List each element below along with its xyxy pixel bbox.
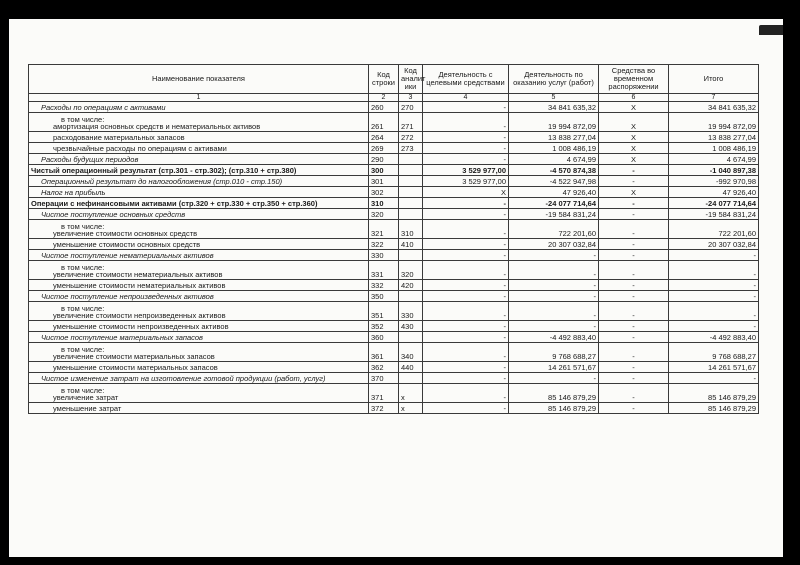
row-sublabel: увеличение стоимости материальных запасов [53,352,215,362]
cell-temp: - [599,373,669,384]
cell-paid: 19 994 872,09 [509,113,599,132]
cell-total: - [669,261,759,280]
cell-paid: -24 077 714,64 [509,198,599,209]
cell-code: 301 [369,176,399,187]
cell-targeted: - [423,132,509,143]
cell-targeted: - [423,302,509,321]
cell-analytic [399,209,423,220]
table-row [29,321,759,332]
row-name [29,165,369,176]
cell-temp: X [599,132,669,143]
cell-paid: - [509,321,599,332]
table-row [29,291,759,302]
table-row [29,102,759,113]
cell-analytic: 330 [399,302,423,321]
cell-analytic [399,332,423,343]
row-label: Чистое поступление нематериальных активов [41,251,214,261]
header-total: Итого [669,65,759,94]
cell-paid: 85 146 879,29 [509,403,599,414]
cell-temp: X [599,143,669,154]
cell-temp: - [599,362,669,373]
col-number: 6 [599,94,669,102]
col-number: 3 [399,94,423,102]
row-sublabel: амортизация основных средств и нематериальных активов [53,122,261,132]
cell-temp: - [599,343,669,362]
row-name [29,384,369,403]
cell-code: 269 [369,143,399,154]
cell-code: 350 [369,291,399,302]
cell-total: 19 994 872,09 [669,113,759,132]
cell-temp: - [599,239,669,250]
cell-total: 1 008 486,19 [669,143,759,154]
cell-targeted: - [423,209,509,220]
cell-paid: 14 261 571,67 [509,362,599,373]
row-name [29,198,369,209]
row-label: Чистое поступление основных средств [41,210,186,220]
cell-paid: 34 841 635,32 [509,102,599,113]
cell-targeted: 3 529 977,00 [423,165,509,176]
cell-temp: - [599,332,669,343]
row-label: Налог на прибыль [41,188,106,198]
cell-total: -1 040 897,38 [669,165,759,176]
table-row [29,403,759,414]
col-number: 1 [29,94,369,102]
cell-analytic: 270 [399,102,423,113]
financial-report-table [28,64,759,414]
header-temp: Средства во временном распоряжении [599,65,669,94]
table-row [29,373,759,384]
cell-paid: - [509,291,599,302]
cell-temp: - [599,250,669,261]
table-row [29,113,759,132]
cell-targeted: 3 529 977,00 [423,176,509,187]
cell-targeted: - [423,373,509,384]
table-row [29,187,759,198]
cell-targeted: - [423,280,509,291]
cell-paid: 20 307 032,84 [509,239,599,250]
cell-analytic: x [399,384,423,403]
cell-total: - [669,291,759,302]
row-label: уменьшение стоимости непроизведенных активов [53,322,229,332]
cell-total: 47 926,40 [669,187,759,198]
cell-total: 14 261 571,67 [669,362,759,373]
cell-temp: X [599,154,669,165]
cell-analytic [399,165,423,176]
cell-code: 372 [369,403,399,414]
cell-analytic: 273 [399,143,423,154]
cell-total: -24 077 714,64 [669,198,759,209]
cell-temp: - [599,165,669,176]
row-name [29,220,369,239]
cell-total: -4 492 883,40 [669,332,759,343]
cell-targeted: - [423,239,509,250]
cell-code: 360 [369,332,399,343]
cell-code: 331 [369,261,399,280]
cell-targeted: - [423,250,509,261]
cell-total: - [669,302,759,321]
header-code: Код строки [369,65,399,94]
col-number: 4 [423,94,509,102]
row-name [29,332,369,343]
column-number-row [29,94,759,102]
row-name [29,280,369,291]
cell-paid: 722 201,60 [509,220,599,239]
cell-analytic: 420 [399,280,423,291]
cell-temp: - [599,198,669,209]
table-body [29,102,759,414]
table-row [29,198,759,209]
cell-code: 302 [369,187,399,198]
row-label: Операции с нефинансовыми активами (стр.320 + стр.330 + стр.350 + стр.360) [31,199,318,209]
cell-temp: - [599,261,669,280]
table-row [29,132,759,143]
row-name [29,291,369,302]
cell-total: -19 584 831,24 [669,209,759,220]
cell-code: 351 [369,302,399,321]
document-page [9,19,783,557]
cell-paid: 4 674,99 [509,154,599,165]
cell-targeted: - [423,154,509,165]
row-sublabel: увеличение стоимости непроизведенных активов [53,311,226,321]
row-name [29,302,369,321]
cell-targeted: - [423,198,509,209]
table-row [29,343,759,362]
row-label: Операционный результат до налогообложения (стр.010 - стр.150) [41,177,283,187]
row-label: в том числе: [61,221,105,231]
row-name [29,403,369,414]
cell-paid: 47 926,40 [509,187,599,198]
scan-edge-mark [759,25,783,35]
cell-targeted: - [423,143,509,154]
row-name [29,373,369,384]
row-sublabel: увеличение затрат [53,393,119,403]
row-name [29,132,369,143]
table-row [29,261,759,280]
cell-targeted: - [423,403,509,414]
cell-total: 4 674,99 [669,154,759,165]
header-analytic: Код аналит ики [399,65,423,94]
cell-paid: - [509,373,599,384]
cell-targeted: - [423,362,509,373]
cell-code: 370 [369,373,399,384]
cell-analytic: 430 [399,321,423,332]
header-name: Наименование показателя [29,65,369,94]
table-header-row [29,65,759,94]
row-label: Чистое изменение затрат на изготовление готовой продукции (работ, услуг) [41,374,326,384]
cell-analytic: 271 [399,113,423,132]
table-row [29,143,759,154]
cell-code: 290 [369,154,399,165]
cell-total: -992 970,98 [669,176,759,187]
table-row [29,209,759,220]
cell-temp: - [599,384,669,403]
row-label: уменьшение стоимости основных средств [53,240,201,250]
cell-targeted: - [423,332,509,343]
table-row [29,280,759,291]
row-name [29,113,369,132]
cell-paid: 13 838 277,04 [509,132,599,143]
cell-targeted: - [423,102,509,113]
row-name [29,362,369,373]
cell-total: - [669,373,759,384]
cell-code: 361 [369,343,399,362]
cell-analytic: 320 [399,261,423,280]
cell-targeted: X [423,187,509,198]
cell-temp: X [599,187,669,198]
cell-targeted: - [423,113,509,132]
cell-code: 321 [369,220,399,239]
cell-code: 261 [369,113,399,132]
cell-targeted: - [423,384,509,403]
cell-total: - [669,280,759,291]
row-sublabel: увеличение стоимости нематериальных активов [53,270,223,280]
cell-temp: - [599,280,669,291]
table-row [29,302,759,321]
cell-code: 320 [369,209,399,220]
header-targeted: Деятельность с целевыми средствами [423,65,509,94]
table-row [29,165,759,176]
cell-total: 13 838 277,04 [669,132,759,143]
col-number: 7 [669,94,759,102]
col-number: 5 [509,94,599,102]
row-name [29,343,369,362]
cell-temp: - [599,403,669,414]
cell-analytic [399,154,423,165]
cell-code: 330 [369,250,399,261]
cell-analytic: 440 [399,362,423,373]
cell-analytic: 340 [399,343,423,362]
cell-analytic [399,176,423,187]
row-label: в том числе: [61,303,105,313]
cell-paid: -4 492 883,40 [509,332,599,343]
col-number: 2 [369,94,399,102]
cell-paid: - [509,302,599,321]
cell-paid: -4 522 947,98 [509,176,599,187]
cell-targeted: - [423,220,509,239]
row-label: чрезвычайные расходы по операциям с активами [53,144,227,154]
cell-paid: 85 146 879,29 [509,384,599,403]
cell-targeted: - [423,321,509,332]
row-name [29,143,369,154]
cell-targeted: - [423,343,509,362]
row-sublabel: увеличение стоимости основных средств [53,229,198,239]
cell-code: 362 [369,362,399,373]
cell-total: 34 841 635,32 [669,102,759,113]
table-row [29,176,759,187]
cell-total: - [669,250,759,261]
cell-code: 260 [369,102,399,113]
row-label: уменьшение стоимости нематериальных активов [53,281,226,291]
row-label: расходование материальных запасов [53,133,185,143]
cell-analytic [399,250,423,261]
row-name [29,102,369,113]
cell-code: 310 [369,198,399,209]
row-name [29,321,369,332]
header-paid: Деятельность по оказанию услуг (работ) [509,65,599,94]
cell-temp: - [599,220,669,239]
cell-analytic: 272 [399,132,423,143]
table-row [29,154,759,165]
row-label: уменьшение затрат [53,404,122,414]
table-row [29,250,759,261]
row-name [29,261,369,280]
cell-analytic: 410 [399,239,423,250]
row-label: Чистый операционный результат (стр.301 - стр.302); (стр.310 + стр.380) [31,166,297,176]
cell-paid: - [509,261,599,280]
row-name [29,209,369,220]
cell-total: 722 201,60 [669,220,759,239]
cell-temp: - [599,209,669,220]
cell-paid: -4 570 874,38 [509,165,599,176]
cell-total: 20 307 032,84 [669,239,759,250]
cell-code: 264 [369,132,399,143]
row-label: в том числе: [61,344,105,354]
cell-temp: X [599,113,669,132]
cell-temp: X [599,102,669,113]
row-name [29,250,369,261]
cell-paid: - [509,280,599,291]
cell-code: 300 [369,165,399,176]
row-label: Чистое поступление непроизведенных активов [41,292,214,302]
cell-code: 352 [369,321,399,332]
cell-paid: - [509,250,599,261]
cell-analytic [399,291,423,302]
cell-temp: - [599,321,669,332]
cell-code: 332 [369,280,399,291]
table-row [29,239,759,250]
cell-targeted: - [423,291,509,302]
cell-total: 85 146 879,29 [669,384,759,403]
cell-temp: - [599,302,669,321]
cell-code: 322 [369,239,399,250]
cell-analytic [399,373,423,384]
cell-targeted: - [423,261,509,280]
row-label: в том числе: [61,114,105,124]
row-label: Расходы будущих периодов [41,155,139,165]
row-label: в том числе: [61,262,105,272]
cell-paid: -19 584 831,24 [509,209,599,220]
row-name [29,154,369,165]
row-label: уменьшение стоимости материальных запасов [53,363,218,373]
cell-total: - [669,321,759,332]
row-name [29,187,369,198]
cell-analytic [399,187,423,198]
table-row [29,384,759,403]
cell-temp: - [599,176,669,187]
cell-paid: 9 768 688,27 [509,343,599,362]
cell-analytic: x [399,403,423,414]
row-label: Расходы по операциям с активами [41,103,166,113]
cell-paid: 1 008 486,19 [509,143,599,154]
cell-total: 85 146 879,29 [669,403,759,414]
cell-analytic [399,198,423,209]
cell-analytic: 310 [399,220,423,239]
table-row [29,362,759,373]
cell-temp: - [599,291,669,302]
cell-total: 9 768 688,27 [669,343,759,362]
row-name [29,176,369,187]
table-row [29,220,759,239]
row-label: в том числе: [61,385,105,395]
row-label: Чистое поступление материальных запасов [41,333,203,343]
row-name [29,239,369,250]
cell-code: 371 [369,384,399,403]
table-row [29,332,759,343]
